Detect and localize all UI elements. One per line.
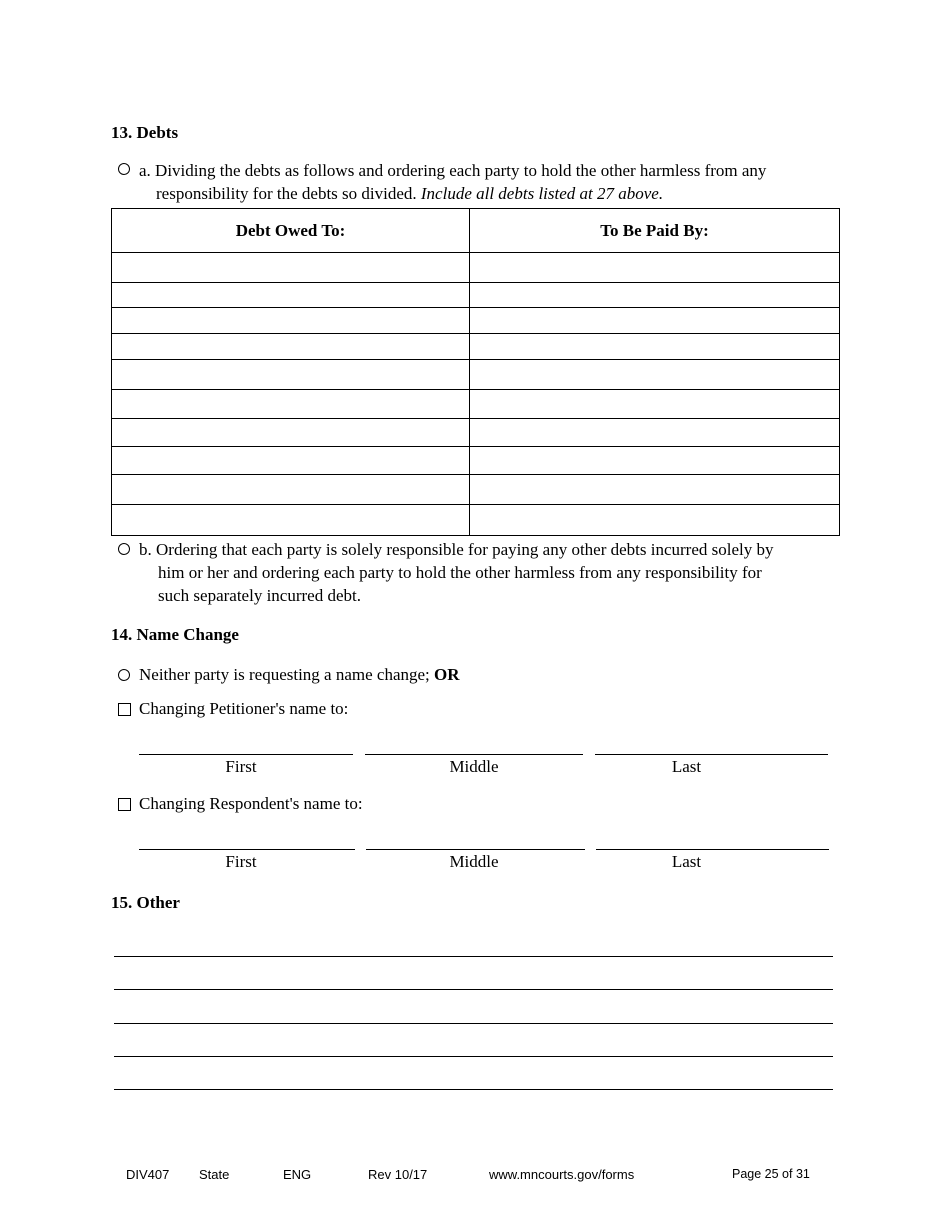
debt-owed-to-cell[interactable] bbox=[112, 253, 470, 283]
debts-option-a-italic: Include all debts listed at 27 above. bbox=[420, 184, 664, 203]
to-be-paid-by-cell[interactable] bbox=[470, 475, 840, 505]
to-be-paid-by-cell[interactable] bbox=[470, 505, 840, 536]
respondent-name-change-checkbox[interactable] bbox=[118, 798, 131, 811]
to-be-paid-by-cell[interactable] bbox=[470, 334, 840, 360]
respondent-first-label: First bbox=[225, 852, 257, 871]
debt-owed-to-cell[interactable] bbox=[112, 475, 470, 505]
other-line[interactable] bbox=[114, 1023, 833, 1024]
footer-form-id: DIV407 bbox=[126, 1167, 170, 1182]
respondent-first-name-line[interactable] bbox=[139, 849, 355, 850]
other-line[interactable] bbox=[114, 989, 833, 990]
no-name-change-radio[interactable] bbox=[118, 669, 130, 681]
footer-page-number: Page 25 of 31 bbox=[732, 1167, 810, 1181]
debt-owed-to-cell[interactable] bbox=[112, 390, 470, 419]
to-be-paid-by-cell[interactable] bbox=[470, 447, 840, 475]
no-name-change-label bbox=[139, 663, 460, 686]
section-13-heading: 13. Debts bbox=[111, 123, 179, 142]
to-be-paid-by-cell[interactable] bbox=[470, 283, 840, 308]
debt-owed-to-cell[interactable] bbox=[112, 447, 470, 475]
debts-option-a-text2: responsibility for the debts so divided. bbox=[156, 184, 417, 203]
footer-url: www.mncourts.gov/forms bbox=[489, 1167, 635, 1182]
to-be-paid-by-cell[interactable] bbox=[470, 360, 840, 390]
no-name-change-or: OR bbox=[434, 665, 460, 684]
respondent-middle-name-line[interactable] bbox=[366, 849, 585, 850]
to-be-paid-by-cell[interactable] bbox=[470, 419, 840, 447]
other-line[interactable] bbox=[114, 956, 833, 957]
respondent-name-change-label: Changing Respondent's name to: bbox=[139, 794, 363, 813]
petitioner-first-name-line[interactable] bbox=[139, 754, 353, 755]
section-14-heading: 14. Name Change bbox=[111, 625, 239, 644]
no-name-change-text: Neither party is requesting a name change; bbox=[139, 665, 430, 684]
to-be-paid-by-header: To Be Paid By: bbox=[470, 209, 840, 253]
footer-revision: Rev 10/17 bbox=[368, 1167, 428, 1182]
debts-table bbox=[111, 208, 840, 536]
respondent-middle-label: Middle bbox=[449, 852, 499, 871]
footer-state: State bbox=[199, 1167, 230, 1182]
debts-option-a-radio[interactable] bbox=[118, 163, 130, 175]
other-line[interactable] bbox=[114, 1089, 833, 1090]
debt-owed-to-cell[interactable] bbox=[112, 505, 470, 536]
to-be-paid-by-cell[interactable] bbox=[470, 390, 840, 419]
debts-option-b-line2: him or her and ordering each party to hold the other harmless from any responsibility for bbox=[158, 563, 762, 582]
respondent-last-label: Last bbox=[671, 852, 702, 871]
petitioner-name-change-label: Changing Petitioner's name to: bbox=[139, 699, 349, 718]
debt-owed-to-cell[interactable] bbox=[112, 283, 470, 308]
footer-language: ENG bbox=[283, 1167, 312, 1182]
to-be-paid-by-cell[interactable] bbox=[470, 308, 840, 334]
debt-owed-to-cell[interactable] bbox=[112, 308, 470, 334]
debt-owed-to-cell[interactable] bbox=[112, 334, 470, 360]
debts-option-a-line2 bbox=[156, 182, 846, 205]
petitioner-last-label: Last bbox=[671, 757, 702, 776]
debt-owed-to-header: Debt Owed To: bbox=[112, 209, 470, 253]
debts-option-b-line3: such separately incurred debt. bbox=[158, 586, 361, 605]
petitioner-last-name-line[interactable] bbox=[595, 754, 828, 755]
debts-option-b-line1: b. Ordering that each party is solely responsible for paying any other debts incurred solely by bbox=[139, 540, 774, 559]
section-15-heading: 15. Other bbox=[111, 893, 180, 912]
debt-owed-to-cell[interactable] bbox=[112, 419, 470, 447]
debts-option-b-radio[interactable] bbox=[118, 543, 130, 555]
respondent-last-name-line[interactable] bbox=[596, 849, 829, 850]
debt-owed-to-cell[interactable] bbox=[112, 360, 470, 390]
petitioner-first-label: First bbox=[225, 757, 257, 776]
to-be-paid-by-cell[interactable] bbox=[470, 253, 840, 283]
petitioner-name-change-checkbox[interactable] bbox=[118, 703, 131, 716]
petitioner-middle-label: Middle bbox=[449, 757, 499, 776]
petitioner-middle-name-line[interactable] bbox=[365, 754, 583, 755]
other-line[interactable] bbox=[114, 1056, 833, 1057]
debts-option-a-line1: a. Dividing the debts as follows and ordering each party to hold the other harmless from any bbox=[139, 161, 767, 180]
